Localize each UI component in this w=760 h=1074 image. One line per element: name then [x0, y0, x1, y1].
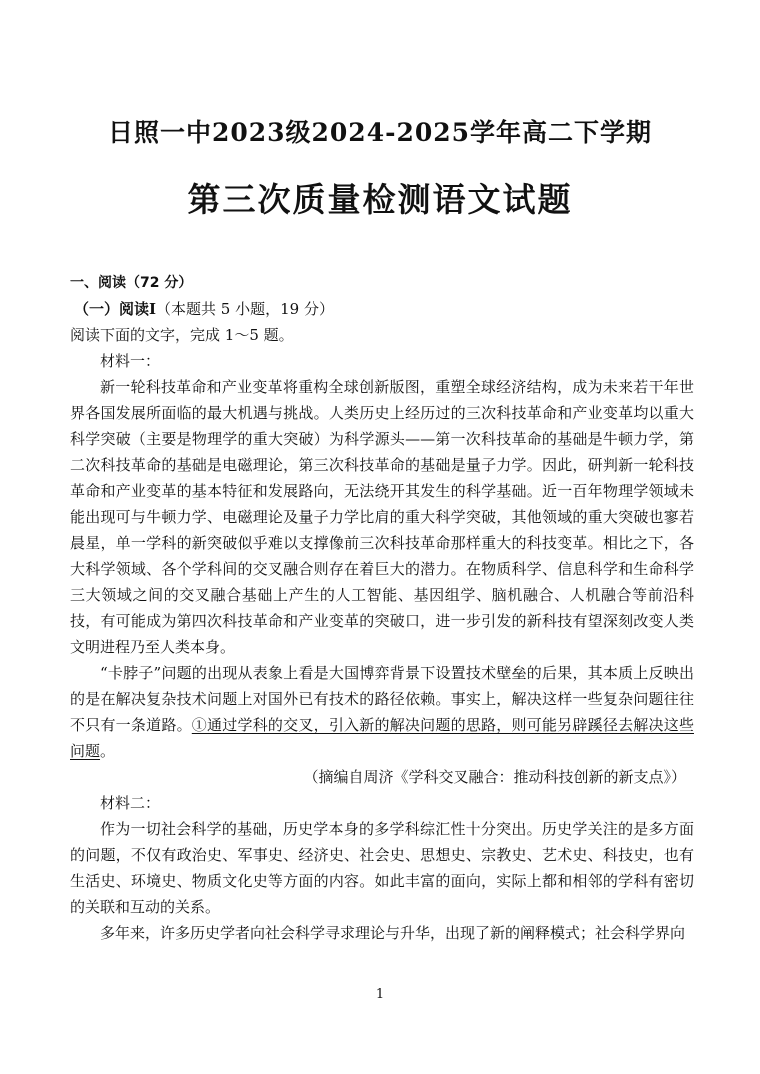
- material1-label: 材料一：: [100, 352, 161, 370]
- reading-instruction: 阅读下面的文字，完成 1～5 题。: [70, 326, 294, 344]
- material2-paragraph-2: 多年来，许多历史学者向社会科学寻求理论与升华，出现了新的阐释模式；社会科学界向: [100, 924, 686, 942]
- sub-section-heading: [70, 296, 694, 322]
- underlined-sentence-1: ①通过学科的交叉，引入新的解决问题的思路，则可能另辟蹊径去解决这些问题: [70, 716, 694, 760]
- sub-heading-title: （一）阅读Ⅰ: [74, 300, 157, 318]
- material1-paragraph-2: [70, 660, 694, 764]
- exam-content: [70, 270, 694, 946]
- material1-paragraph-1: 新一轮科技革命和产业变革将重构全球创新版图，重塑全球经济结构，成为未来若干年世界各国发展所面临的最大机遇与挑战。人类历史上经历过的三次科技革命和产业变革均以重大科学突破（主要是物理学的重大突破）为科学源头——第一次科技革命的基础是牛顿力学，第二次科技革命的基础是电磁理论，第三次科技革命的基础是量子力学。因此，研判新一轮科技革命和产业变革的基本特征和发展路向，无法绕开其发生的科学基础。近一百年物理学领域未能出现可与牛顿力学、电磁理论及量子力学比肩的重大科学突破，其他领域的重大突破也寥若晨星，单一学科的新突破似乎难以支撑像前三次科技革命那样重大的科技变革。相比之下，各大科学领域、各个学科间的交叉融合则存在着巨大的潜力。在物质科学、信息科学和生命科学三大领域之间的交叉融合基础上产生的人工智能、基因组学、脑机融合、人机融合等前沿科技，有可能成为第四次科技革命和产业变革的突破口，进一步引发的新科技有望深刻改变人类文明进程乃至人类本身。: [70, 378, 694, 656]
- material1-paragraph-2-end: 。: [100, 742, 116, 760]
- material2-paragraph-1: 作为一切社会科学的基础，历史学本身的多学科综汇性十分突出。历史学关注的是多方面的问题，不仅有政治史、军事史、经济史、社会史、思想史、宗教史、艺术史、科技史，也有生活史、环境史、物质文化史等方面的内容。如此丰富的面向，实际上都和相邻的学科有密切的关联和互动的关系。: [70, 820, 694, 916]
- exam-title-line1: 日照一中2023级2024-2025学年高二下学期: [107, 118, 653, 147]
- material1-source: （摘编自周济《学科交叉融合：推动科技创新的新支点》）: [303, 768, 686, 786]
- page-number: 1: [375, 987, 385, 1002]
- section-heading: 一、阅读（72 分）: [70, 275, 193, 291]
- exam-title-line2: 第三次质量检测语文试题: [187, 180, 573, 219]
- material2-label: 材料二：: [100, 794, 161, 812]
- material1-paragraph-2-text: “卡脖子”问题的出现从表象上看是大国博弈背景下设置技术壁垒的后果，其本质上反映出的是在解决复杂技术问题上对国外已有技术的路径依赖。事实上，解决这样一些复杂问题往往不只有一条道路。: [70, 664, 694, 734]
- sub-heading-detail: （本题共 5 小题，19 分）: [156, 300, 334, 318]
